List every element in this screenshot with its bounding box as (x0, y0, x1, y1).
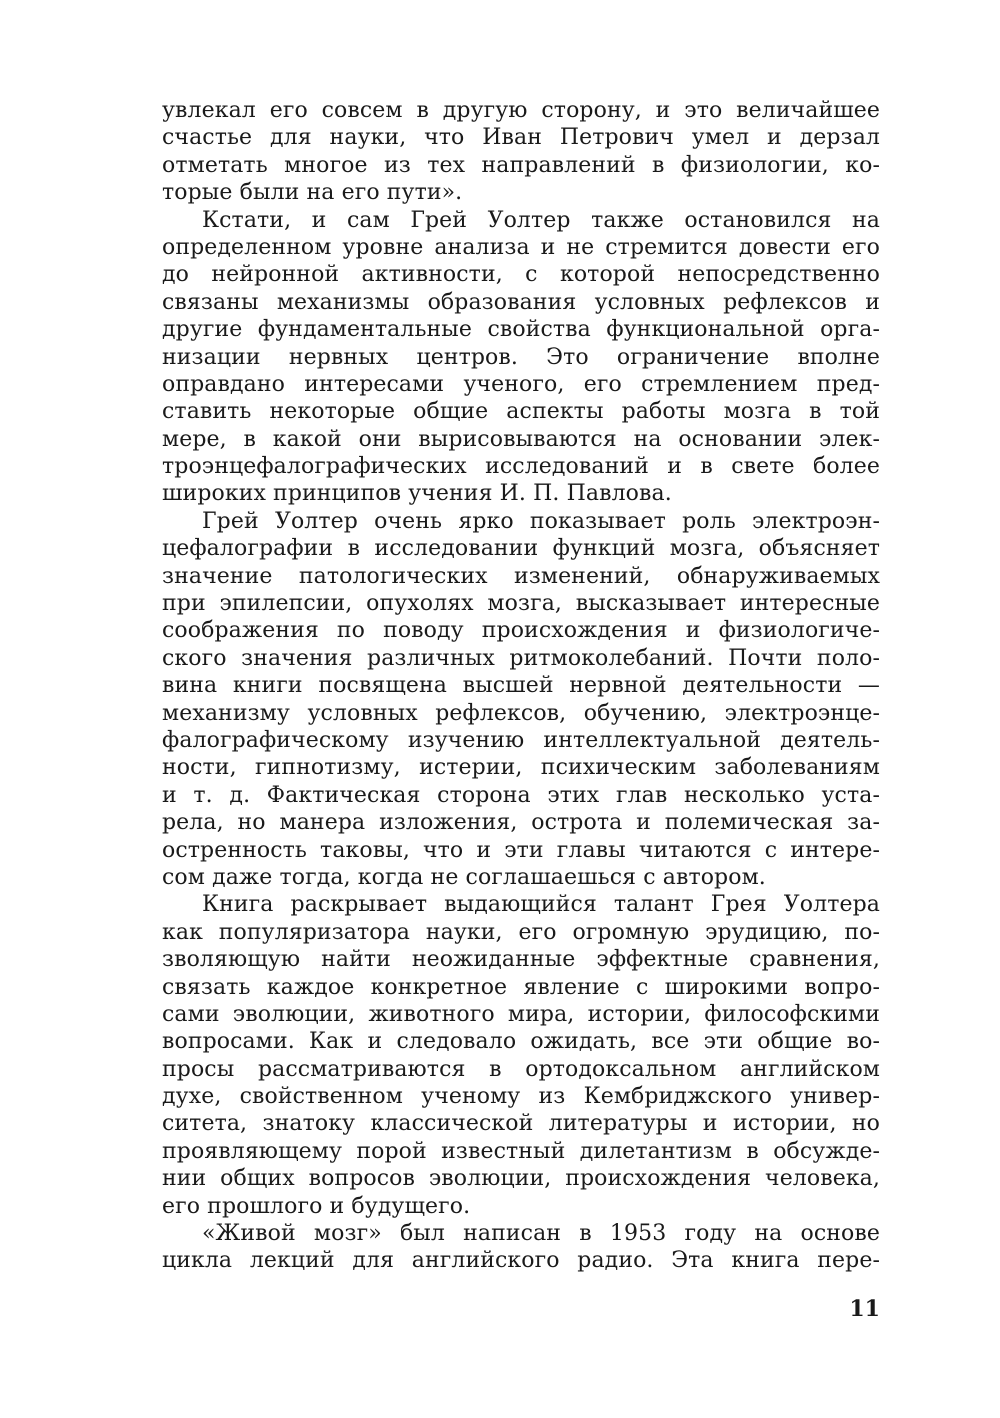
text-line: «Живой мозг» был написан в 1953 году на основе (202, 1221, 880, 1247)
text-line: соображения по поводу происхождения и физиологиче- (162, 618, 880, 644)
paragraph-5 (162, 1220, 880, 1275)
text-line: ности, гипнотизму, истерии, психическим заболеваниям (162, 755, 880, 781)
text-line: Грей Уолтер очень ярко показывает роль электроэн- (202, 508, 880, 534)
paragraph-1 (162, 97, 880, 207)
text-line: остренность таковы, что и эти главы читаются с интере- (162, 837, 880, 863)
text-line: значение патологических изменений, обнаруживаемых (162, 563, 880, 589)
text-line: широких принципов учения И. П. Павлова. (162, 481, 672, 507)
body-text (162, 97, 880, 1275)
text-line: просы рассматриваются в ортодоксальном английском (162, 1056, 880, 1082)
text-line: другие фундаментальные свойства функциональной орга- (162, 317, 880, 343)
text-line: до нейронной активности, с которой непосредственно (162, 262, 880, 288)
text-line: Книга раскрывает выдающийся талант Грея Уолтера (202, 892, 880, 918)
text-line: проявляющему порой известный дилетантизм в обсужде- (162, 1138, 880, 1164)
text-line: зволяющую найти неожиданные эффектные сравнения, (162, 947, 880, 973)
text-line: ского значения различных ритмоколебаний. Почти поло- (162, 645, 880, 671)
text-line: духе, свойственном ученому из Кембриджского универ- (162, 1084, 880, 1110)
text-line: рела, но манера изложения, острота и полемическая за- (162, 810, 880, 836)
text-line: торые были на его пути». (162, 180, 463, 206)
text-line: Кстати, и сам Грей Уолтер также остановился на (202, 207, 880, 233)
text-line: как популяризатора науки, его огромную эрудицию, по- (162, 919, 880, 945)
text-line: цикла лекций для английского радио. Эта книга пере- (162, 1248, 880, 1274)
text-line: ситета, знатоку классической литературы и истории, но (162, 1111, 880, 1137)
text-line: и т. д. Фактическая сторона этих глав несколько уста- (162, 782, 880, 808)
text-line: его прошлого и будущего. (162, 1193, 471, 1219)
paragraph-3 (162, 508, 880, 891)
text-line: при эпилепсии, опухолях мозга, высказывает интересные (162, 591, 880, 617)
text-line: троэнцефалографических исследований и в свете более (162, 454, 880, 480)
text-line: вопросами. Как и следовало ожидать, все эти общие во- (162, 1029, 880, 1055)
text-line: низации нервных центров. Это ограничение вполне (162, 344, 880, 370)
text-line: оправдано интересами ученого, его стремлением пред- (162, 371, 880, 397)
text-line: увлекал его совсем в другую сторону, и это величайшее (162, 98, 880, 123)
paragraph-2 (162, 207, 880, 508)
text-line: мере, в какой они вырисовываются на основании элек- (162, 426, 880, 452)
text-line: связаны механизмы образования условных рефлексов и (162, 289, 880, 315)
text-line: механизму условных рефлексов, обучению, электроэнце- (162, 700, 880, 726)
text-line: вина книги посвящена высшей нервной деятельности — (162, 673, 880, 699)
text-line: нии общих вопросов эволюции, происхождения человека, (162, 1166, 880, 1192)
page-number: 11 (849, 1296, 880, 1322)
text-line: фалографическому изучению интеллектуальной деятель- (162, 727, 880, 753)
text-line: связать каждое конкретное явление с широкими вопро- (162, 974, 880, 1000)
text-line: счастье для науки, что Иван Петрович умел и дерзал (162, 125, 880, 151)
text-line: сами эволюции, животного мира, истории, философскими (162, 1001, 880, 1027)
text-line: определенном уровне анализа и не стремится довести его (162, 234, 880, 260)
text-line: цефалографии в исследовании функций мозга, объясняет (162, 536, 880, 562)
text-line: отметать многое из тех направлений в физиологии, ко- (162, 152, 880, 178)
paragraph-4 (162, 891, 880, 1220)
text-line: сом даже тогда, когда не соглашаешься с автором. (162, 864, 766, 890)
text-line: ставить некоторые общие аспекты работы мозга в той (162, 399, 880, 425)
